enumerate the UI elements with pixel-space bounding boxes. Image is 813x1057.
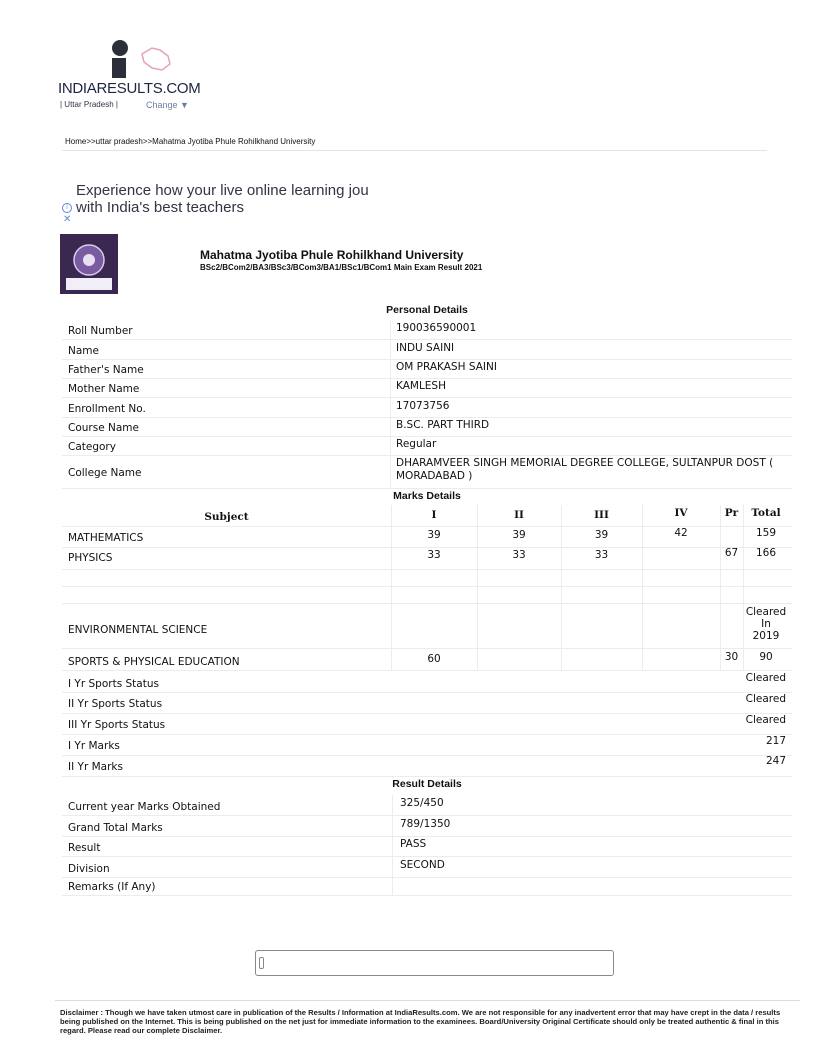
university-name: Mahatma Jyotiba Phule Rohilkhand University xyxy=(200,248,464,262)
table-row xyxy=(62,816,792,837)
table-row xyxy=(62,836,792,857)
env-status-line: Cleared xyxy=(745,606,787,618)
header-i: I xyxy=(431,509,437,521)
table-row xyxy=(62,857,792,878)
table-row xyxy=(62,877,792,896)
mark-i: 60 xyxy=(427,653,441,665)
exam-subtitle: BSc2/BCom2/BA3/BSc3/BCom3/BA1/BSc1/BCom1 Main Exam Result 2021 xyxy=(200,263,483,272)
mark-iv: 42 xyxy=(674,527,688,539)
row-label: Grand Total Marks xyxy=(68,822,163,834)
row-value: 17073756 xyxy=(396,400,450,412)
table-row xyxy=(62,527,792,548)
row-label: Course Name xyxy=(68,422,139,434)
row-value: PASS xyxy=(400,838,427,850)
table-row xyxy=(62,436,792,456)
row-value: OM PRAKASH SAINI xyxy=(396,361,497,373)
row-value: B.SC. PART THIRD xyxy=(396,419,490,431)
mark-ii: 33 xyxy=(512,549,526,561)
disclaimer xyxy=(60,1008,802,1035)
row-label: II Yr Sports Status xyxy=(68,698,163,710)
table-row xyxy=(62,456,792,489)
table-row xyxy=(62,340,792,360)
mark-i: 33 xyxy=(427,549,441,561)
site-logo-text[interactable]: INDIARESULTS.COM xyxy=(58,80,201,97)
mark-total: 166 xyxy=(755,547,777,559)
row-label: Roll Number xyxy=(68,325,133,337)
mark-ii: 39 xyxy=(512,529,526,541)
region-label: | Uttar Pradesh | xyxy=(60,100,118,109)
row-value: Cleared xyxy=(745,672,786,684)
ad-banner[interactable] xyxy=(76,182,376,216)
row-value: KAMLESH xyxy=(396,380,446,392)
divider xyxy=(62,150,767,151)
breadcrumb[interactable]: Home>>uttar pradesh>>Mahatma Jyotiba Phule Rohilkhand University xyxy=(65,137,316,146)
row-label: Remarks (If Any) xyxy=(68,881,156,893)
header-subject: Subject xyxy=(204,511,249,523)
change-region-link[interactable]: Change ▼ xyxy=(146,100,189,110)
university-logo-icon xyxy=(60,234,118,294)
row-label: I Yr Marks xyxy=(68,740,120,752)
table-row xyxy=(62,378,792,398)
mark-pr: 30 xyxy=(724,651,739,663)
table-row xyxy=(62,692,792,714)
mark-total: 90 xyxy=(759,651,773,663)
env-status-line: In xyxy=(761,618,771,630)
result-details-title: Result Details xyxy=(392,778,462,790)
table-row xyxy=(62,547,792,570)
row-label: Name xyxy=(68,345,99,357)
table-row xyxy=(62,320,792,340)
row-value: Cleared xyxy=(745,714,786,726)
header-iv: IV xyxy=(674,507,688,519)
header-ii: II xyxy=(514,509,524,521)
row-label: Category xyxy=(68,441,116,453)
row-value: 217 xyxy=(765,735,786,747)
mark-i: 39 xyxy=(427,529,441,541)
marks-details-title: Marks Details xyxy=(393,490,461,502)
table-row xyxy=(62,734,792,756)
row-value: Regular xyxy=(396,438,437,450)
row-value: 247 xyxy=(765,755,786,767)
mark-iii: 39 xyxy=(594,529,609,541)
marks-header-row xyxy=(62,505,792,527)
row-value: 789/1350 xyxy=(400,818,451,830)
row-label: I Yr Sports Status xyxy=(68,678,159,690)
row-label: Result xyxy=(68,842,101,854)
env-status xyxy=(743,606,789,642)
row-label: Current year Marks Obtained xyxy=(68,801,221,813)
divider xyxy=(55,1000,800,1001)
row-label: Mother Name xyxy=(68,383,140,395)
table-row xyxy=(62,603,792,649)
mark-pr: 67 xyxy=(724,547,739,559)
table-row xyxy=(62,359,792,379)
table-row xyxy=(62,671,792,693)
table-row xyxy=(62,648,792,671)
header-total: Total xyxy=(751,507,781,519)
header-pr: Pr xyxy=(724,507,739,519)
row-value: SECOND xyxy=(400,859,445,871)
table-row xyxy=(62,795,792,816)
uttar-pradesh-map-icon xyxy=(138,44,174,76)
env-status-line: 2019 xyxy=(752,630,780,642)
table-row xyxy=(62,586,792,604)
row-label: Division xyxy=(68,863,110,875)
subject-name: MATHEMATICS xyxy=(68,532,144,544)
print-bar-handle-icon xyxy=(259,957,264,969)
subject-name: PHYSICS xyxy=(68,552,113,564)
row-value: Cleared xyxy=(745,693,786,705)
mark-total: 159 xyxy=(755,527,777,539)
table-row xyxy=(62,417,792,437)
row-label: College Name xyxy=(68,467,142,479)
ad-line-1: Experience how your live online learning jou xyxy=(76,182,369,199)
row-label: Enrollment No. xyxy=(68,403,146,415)
ad-info-icon[interactable]: i xyxy=(62,203,72,213)
personal-details-title: Personal Details xyxy=(386,304,468,316)
row-label: III Yr Sports Status xyxy=(68,719,166,731)
subject-name: ENVIRONMENTAL SCIENCE xyxy=(68,624,208,636)
ad-line-2: with India's best teachers xyxy=(76,199,244,216)
row-value: DHARAMVEER SINGH MEMORIAL DEGREE COLLEGE, SULTANPUR DOST ( MORADABAD ) xyxy=(396,457,774,482)
table-row xyxy=(62,755,792,777)
print-bar[interactable] xyxy=(255,950,614,976)
header-iii: III xyxy=(594,509,609,521)
mark-iii: 33 xyxy=(594,549,609,561)
row-value: 190036590001 xyxy=(396,322,477,334)
disclaimer-text: Though we have taken utmost care in publication of the Results / Information at IndiaResults.com. We are not responsible for any inadvertent error that may have crept in the data / results being published on the Internet. This is being published on the net just for immediate information to the examinees. Board/University Original Certificate should only be treated authentic & final in this regard. Please read our complete xyxy=(60,1008,781,1035)
subject-name: SPORTS & PHYSICAL EDUCATION xyxy=(68,656,240,668)
row-label: Father's Name xyxy=(68,364,144,376)
disclaimer-prefix: Disclaimer : xyxy=(60,1008,104,1017)
disclaimer-link[interactable]: Disclaimer. xyxy=(181,1026,223,1035)
table-row xyxy=(62,398,792,418)
row-label: II Yr Marks xyxy=(68,761,123,773)
row-value: INDU SAINI xyxy=(396,342,455,354)
table-row xyxy=(62,713,792,735)
indiaresults-logo-icon xyxy=(108,40,132,80)
ad-close-icon[interactable]: ✕ xyxy=(63,214,72,225)
table-row xyxy=(62,569,792,587)
row-value: 325/450 xyxy=(400,797,444,809)
